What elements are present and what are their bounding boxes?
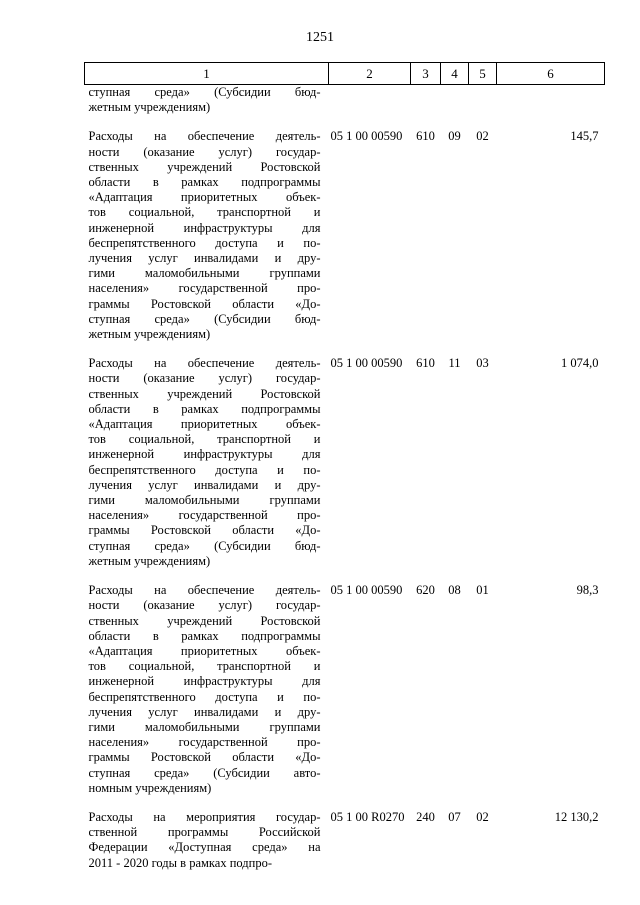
row-col-4: 11 xyxy=(448,356,461,371)
row-col-5: 02 xyxy=(476,129,489,144)
column-header: 6 xyxy=(497,63,605,85)
description-line: ственных учреждений Ростовской xyxy=(88,613,321,628)
description-line: области в рамках подпрограммы xyxy=(88,628,321,643)
table-row xyxy=(85,356,605,583)
row-col-3 xyxy=(411,85,441,130)
description-line: инженерной инфраструктуры для xyxy=(88,220,321,235)
page-number: 1251 xyxy=(306,30,334,45)
description-line: Расходы на обеспечение деятель- xyxy=(88,583,321,598)
description-line: ности (оказание услуг) государ- xyxy=(88,144,321,159)
table-body xyxy=(85,85,605,885)
column-header: 2 xyxy=(329,63,411,85)
description-line: беспрепятственного доступа и по- xyxy=(88,462,321,477)
row-amount xyxy=(497,85,605,130)
table-row xyxy=(85,85,605,130)
description-line: инженерной инфраструктуры для xyxy=(88,674,321,689)
row-code: 05 1 00 00590 xyxy=(330,583,403,598)
description-line: населения» государственной про- xyxy=(88,735,321,750)
row-code: 05 1 00 00590 xyxy=(330,356,403,371)
description-line: гими маломобильными группами xyxy=(88,493,321,508)
row-amount: 12 130,2 xyxy=(554,809,599,824)
description-line: «Адаптация приоритетных объек- xyxy=(88,643,321,658)
description-line: граммы Ростовской области «До- xyxy=(88,523,321,538)
description-line: ступная среда» (Субсидии бюд- xyxy=(88,85,321,99)
description-line: ственных учреждений Ростовской xyxy=(88,159,321,174)
description-line: Расходы на мероприятия государ- xyxy=(88,809,321,824)
description-line: лучения услуг инвалидами и дру- xyxy=(88,251,321,266)
description-line: жетным учреждениям) xyxy=(88,100,211,115)
description-line: лучения услуг инвалидами и дру- xyxy=(88,704,321,719)
row-col-5: 03 xyxy=(476,356,489,371)
description-line: ступная среда» (Субсидии бюд- xyxy=(88,538,321,553)
description-line: тов социальной, транспортной и xyxy=(88,659,321,674)
description-line: области в рамках подпрограммы xyxy=(88,401,321,416)
description-line: населения» государственной про- xyxy=(88,508,321,523)
row-col-5: 02 xyxy=(476,809,489,824)
row-amount: 98,3 xyxy=(576,583,599,598)
description-line: инженерной инфраструктуры для xyxy=(88,447,321,462)
description-line: ственных учреждений Ростовской xyxy=(88,386,321,401)
row-description xyxy=(85,129,329,356)
description-line: лучения услуг инвалидами и дру- xyxy=(88,477,321,492)
row-col-4: 07 xyxy=(448,809,461,824)
description-line: номным учреждениям) xyxy=(88,780,212,795)
row-col-3: 610 xyxy=(416,129,435,144)
row-description xyxy=(85,356,329,583)
row-col-3: 610 xyxy=(416,356,435,371)
description-line: тов социальной, транспортной и xyxy=(88,205,321,220)
description-line: тов социальной, транспортной и xyxy=(88,432,321,447)
description-line: гими маломобильными группами xyxy=(88,266,321,281)
table-row xyxy=(85,810,605,885)
column-header: 5 xyxy=(469,63,497,85)
row-description xyxy=(85,810,329,885)
description-line: ступная среда» (Субсидии бюд- xyxy=(88,311,321,326)
description-line: Расходы на обеспечение деятель- xyxy=(88,356,321,371)
row-col-5 xyxy=(469,85,497,130)
row-description xyxy=(85,85,329,130)
description-line: Федерации «Доступная среда» на xyxy=(88,840,321,855)
row-col-3: 240 xyxy=(416,809,435,824)
description-line: беспрепятственного доступа и по- xyxy=(88,235,321,250)
column-header: 4 xyxy=(441,63,469,85)
row-code: 05 1 00 00590 xyxy=(330,129,403,144)
table-row xyxy=(85,129,605,356)
row-code: 05 1 00 R0270 xyxy=(330,809,405,824)
description-line: жетным учреждениям) xyxy=(88,553,211,568)
row-col-5: 01 xyxy=(476,583,489,598)
row-col-3: 620 xyxy=(416,583,435,598)
description-line: гими маломобильными группами xyxy=(88,719,321,734)
description-line: населения» государственной про- xyxy=(88,281,321,296)
description-line: ственной программы Российской xyxy=(88,825,321,840)
row-col-4: 08 xyxy=(448,583,461,598)
description-line: беспрепятственного доступа и по- xyxy=(88,689,321,704)
description-line: граммы Ростовской области «До- xyxy=(88,296,321,311)
column-header: 1 xyxy=(85,63,329,85)
description-line: ности (оказание услуг) государ- xyxy=(88,598,321,613)
description-line: ности (оказание услуг) государ- xyxy=(88,371,321,386)
row-amount: 1 074,0 xyxy=(561,356,599,371)
description-line: ступная среда» (Субсидии авто- xyxy=(88,765,321,780)
table-row xyxy=(85,583,605,810)
description-line: «Адаптация приоритетных объек- xyxy=(88,190,321,205)
description-line: Расходы на обеспечение деятель- xyxy=(88,129,321,144)
budget-table xyxy=(84,62,605,885)
row-amount: 145,7 xyxy=(570,129,599,144)
description-line: области в рамках подпрограммы xyxy=(88,175,321,190)
row-col-4 xyxy=(441,85,469,130)
row-description xyxy=(85,583,329,810)
row-code xyxy=(329,85,411,130)
table-header-row xyxy=(85,63,605,85)
column-header: 3 xyxy=(411,63,441,85)
description-line: 2011 - 2020 годы в рамках подпро- xyxy=(88,855,272,870)
row-col-4: 09 xyxy=(448,129,461,144)
description-line: жетным учреждениям) xyxy=(88,327,211,342)
description-line: «Адаптация приоритетных объек- xyxy=(88,417,321,432)
description-line: граммы Ростовской области «До- xyxy=(88,750,321,765)
